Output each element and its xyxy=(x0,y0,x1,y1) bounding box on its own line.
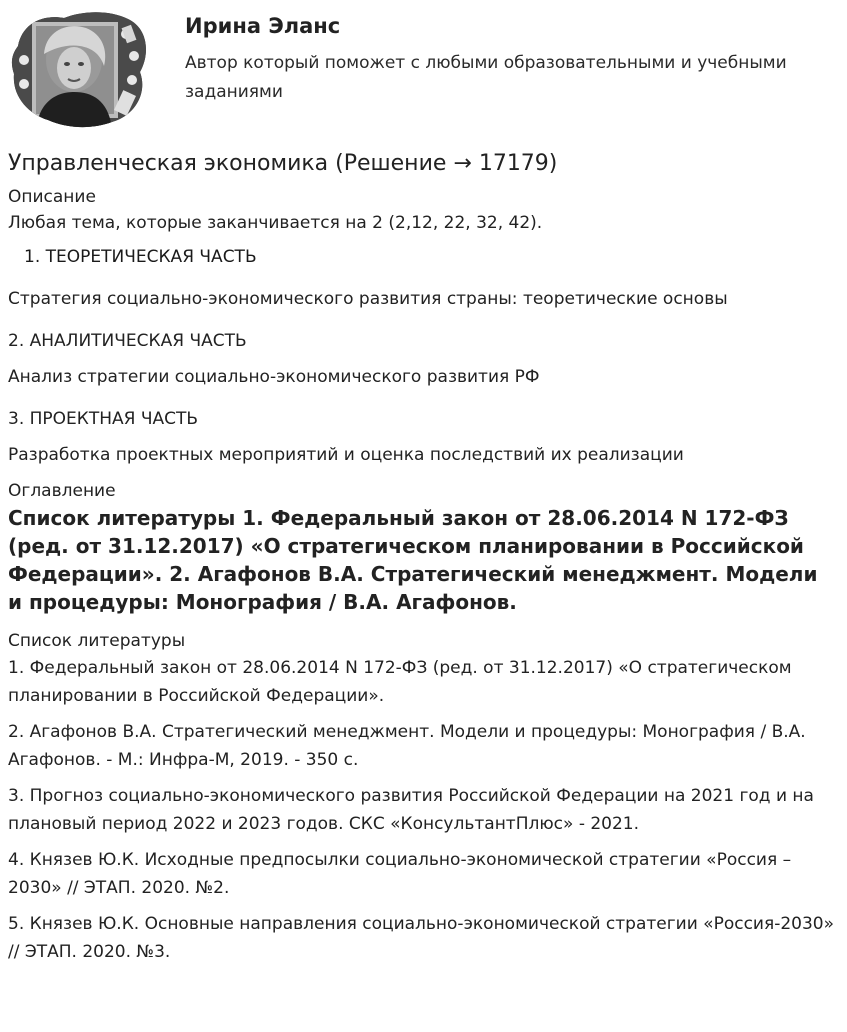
reference-item: 2. Агафонов В.А. Стратегический менеджмент. Модели и процедуры: Монография / В.А. Агафонов. - М.: Инфра-М, 2019. - 350 с. xyxy=(8,722,806,770)
author-avatar[interactable] xyxy=(8,8,152,128)
main-content xyxy=(8,148,838,966)
reference-item: 5. Князев Ю.К. Основные направления социально-экономической стратегии «Россия-2030» // ЭТАП. 2020. №3. xyxy=(8,914,834,962)
toc-text: Список литературы 1. Федеральный закон от 28.06.2014 N 172-ФЗ (ред. от 31.12.2017) «О стратегическом планировании в Российской Федерации». 2. Агафонов В.А. Стратегический менеджмент. Модели и процедуры: Монография / В.А. Агафонов. xyxy=(8,506,818,614)
reference-item: 1. Федеральный закон от 28.06.2014 N 172-ФЗ (ред. от 31.12.2017) «О стратегическом планировании в Российской Федерации». xyxy=(8,658,792,706)
references-list xyxy=(8,654,838,966)
part2-text: Анализ стратегии социально-экономического развития РФ xyxy=(8,367,540,387)
reference-item: 4. Князев Ю.К. Исходные предпосылки социально-экономической стратегии «Россия – 2030» // ЭТАП. 2020. №2. xyxy=(8,850,792,898)
description-label: Описание xyxy=(8,187,96,207)
page-title: Управленческая экономика (Решение → 17179) xyxy=(8,151,558,176)
description-intro: Любая тема, которые заканчивается на 2 (2,12, 22, 32, 42). xyxy=(8,213,543,233)
part3-text: Разработка проектных мероприятий и оценка последствий их реализации xyxy=(8,445,684,465)
author-card xyxy=(0,0,847,140)
part1-text: Стратегия социально-экономического развития страны: теоретические основы xyxy=(8,289,728,309)
part2-heading: 2. АНАЛИТИЧЕСКАЯ ЧАСТЬ xyxy=(8,331,247,351)
toc-label: Оглавление xyxy=(8,481,116,501)
references-label: Список литературы xyxy=(8,631,186,651)
reference-item: 3. Прогноз социально-экономического развития Российской Федерации на 2021 год и на плановый период 2022 и 2023 годов. СКС «КонсультантПлюс» - 2021. xyxy=(8,786,814,834)
author-name[interactable]: Ирина Эланс xyxy=(185,14,341,38)
author-bio: Автор который поможет с любыми образовательными и учебными заданиями xyxy=(185,53,787,102)
part1-heading: 1. ТЕОРЕТИЧЕСКАЯ ЧАСТЬ xyxy=(24,247,257,267)
part3-heading: 3. ПРОЕКТНАЯ ЧАСТЬ xyxy=(8,409,199,429)
